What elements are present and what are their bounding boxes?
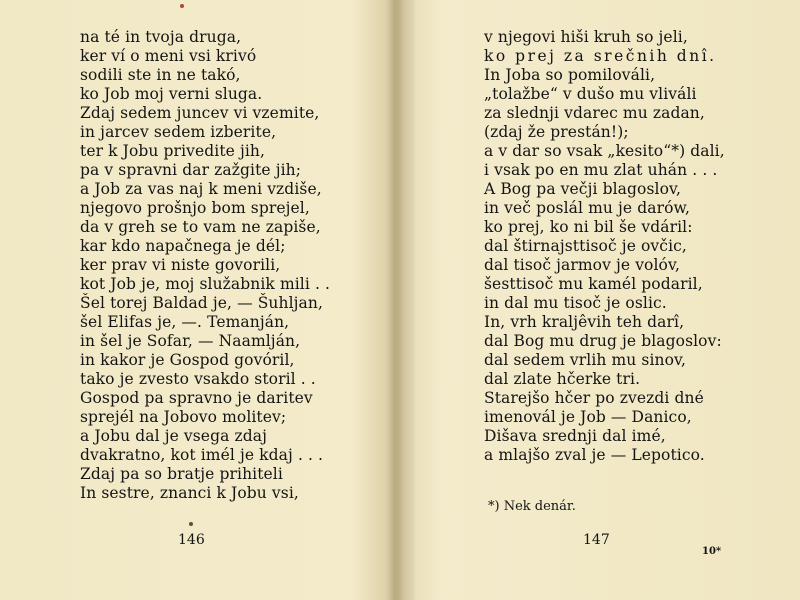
- verse-line: za slednji vdarec mu zadan,: [484, 104, 705, 122]
- verse-line: Šel torej Baldad je, — Šuhljan,: [80, 294, 324, 312]
- verse-line: v njegovi hiši kruh so jeli,: [484, 28, 688, 46]
- verse-line: a v dar so vsak „kesito“*) dali,: [484, 142, 725, 160]
- verse-line: in dal mu tisoč je oslic.: [484, 294, 667, 312]
- verse-line: sprejél na Jobovo molitev;: [80, 408, 287, 426]
- verse-line: dal zlate hčerke tri.: [484, 370, 641, 388]
- verse-line: sodili ste in ne takó,: [80, 66, 241, 84]
- verse-line: Starejšo hčer po zvezdi dné: [484, 389, 704, 407]
- verse-line: Zdaj sedem juncev vi vzemite,: [80, 104, 320, 122]
- verse-line: Zdaj pa so bratje prihiteli: [80, 465, 283, 483]
- verse-line: Gospod pa spravno je daritev: [80, 389, 313, 407]
- signature-mark: 10*: [702, 546, 722, 557]
- verse-line: dal štirnajsttisoč je ovčic,: [484, 237, 687, 255]
- verse-line: a Job za vas naj k meni vzdiše,: [80, 180, 322, 198]
- page-number-left: 146: [178, 532, 205, 548]
- verse-line: pa v spravni dar zažgite jih;: [80, 161, 302, 179]
- verse-line: in šel je Sofar, — Naamlján,: [80, 332, 301, 350]
- verse-line: ter k Jobu privedite jih,: [80, 142, 266, 160]
- verse-line: in kakor je Gospod govóril,: [80, 351, 295, 369]
- verse-line: In, vrh kraljêvih teh darî,: [484, 313, 685, 331]
- verse-line: na té in tvoja druga,: [80, 28, 242, 46]
- verse-line: a Jobu dal je vsega zdaj: [80, 427, 268, 445]
- verse-line: tako je zvesto vsakdo storil . .: [80, 370, 316, 388]
- verse-line: i vsak po en mu zlat uhán . . .: [484, 161, 718, 179]
- verse-line: imenovál je Job — Danico,: [484, 408, 692, 426]
- verse-line: ko prej za srečnih dnî.: [484, 47, 717, 65]
- verse-line: Dišava srednji dal imé,: [484, 427, 666, 445]
- verse-line: (zdaj že prestán!);: [484, 123, 629, 141]
- verse-line: kar kdo napačnega je dél;: [80, 237, 286, 255]
- verse-line: ko prej, ko ni bil še vdáril:: [484, 218, 693, 236]
- verse-line: da v greh se to vam ne zapiše,: [80, 218, 321, 236]
- verse-line: ko Job moj verni sluga.: [80, 85, 263, 103]
- footnote: *) Nek denár.: [488, 499, 576, 514]
- verse-line: dal sedem vrlih mu sinov,: [484, 351, 687, 369]
- verse-line: a mlajšo zval je — Lepotico.: [484, 446, 705, 464]
- page-number-right: 147: [583, 532, 610, 548]
- verse-line: šel Elifas je, —. Temanján,: [80, 313, 290, 331]
- verse-line: ker prav vi niste govorili,: [80, 256, 281, 274]
- verse-line: dal tisoč jarmov je volóv,: [484, 256, 681, 274]
- verse-line: In sestre, znanci k Jobu vsi,: [80, 484, 299, 502]
- verse-line: šesttisoč mu kamél podaril,: [484, 275, 703, 293]
- right-page: [400, 0, 800, 600]
- verse-line: A Bog pa večji blagoslov,: [484, 180, 682, 198]
- verse-line: ker ví o meni vsi krivó: [80, 47, 257, 65]
- verse-line: „tolažbe“ v dušo mu vliváli: [484, 85, 697, 103]
- verse-line: kot Job je, moj služabnik mili . .: [80, 275, 331, 293]
- verse-line: njegovo prošnjo bom sprejel,: [80, 199, 310, 217]
- verse-line: in jarcev sedem izberite,: [80, 123, 277, 141]
- verse-line: In Joba so pomilováli,: [484, 66, 656, 84]
- left-page: [0, 0, 392, 600]
- verse-line: dvakratno, kot imél je kdaj . . .: [80, 446, 324, 464]
- verse-line: dal Bog mu drug je blagoslov:: [484, 332, 722, 350]
- verse-line: in več poslál mu je darów,: [484, 199, 691, 217]
